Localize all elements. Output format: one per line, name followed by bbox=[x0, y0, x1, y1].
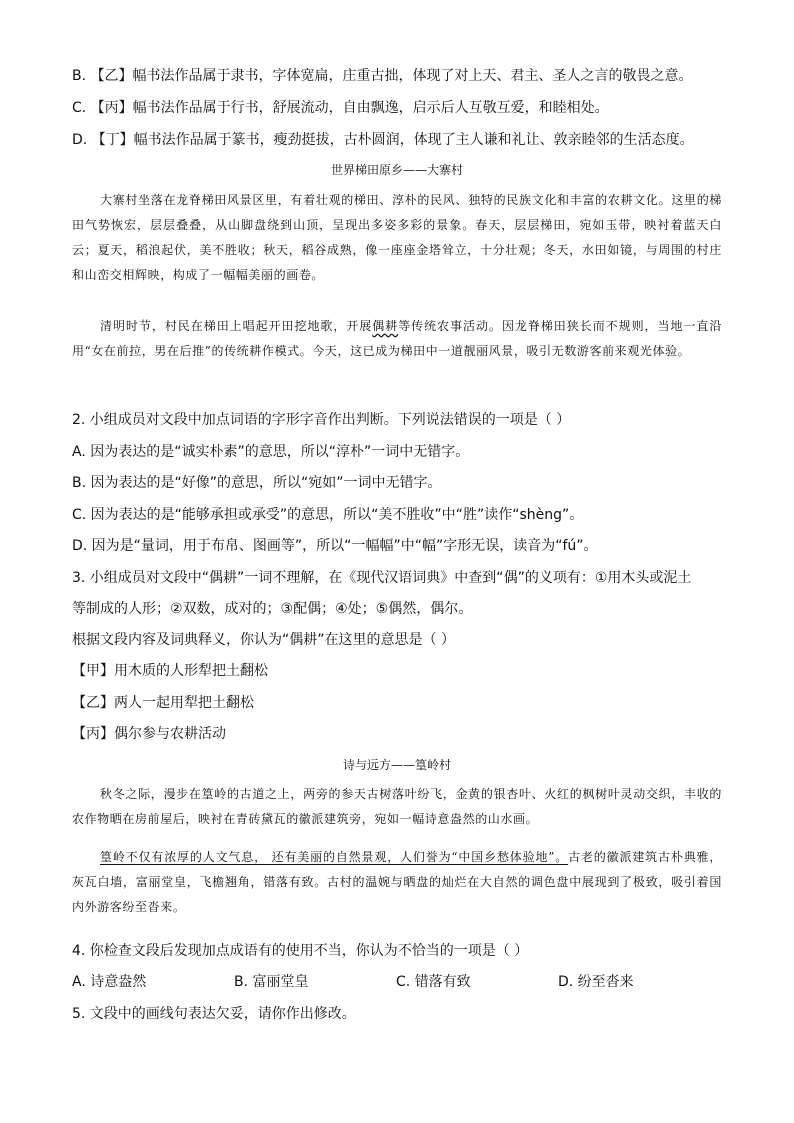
question-2-stem: 2. 小组成员对文段中加点词语的字形字音作出判断。下列说法错误的一项是（ ） bbox=[72, 412, 571, 428]
text-run: 秋冬之际，漫步在篁岭的古道之上，两旁的参天古树落叶纷飞，金黄的银杏叶、火红的枫树叶灵动交织，丰收的农作物晒在房前屋后，映衬在青砖黛瓦的徽派建筑旁，宛如一幅诗意 bbox=[72, 787, 722, 826]
text-run: 的山水画。 bbox=[475, 812, 539, 826]
passage2-paragraph1 bbox=[72, 782, 722, 832]
dotted-word-fu: 幅 bbox=[223, 268, 236, 282]
text-run: 收；秋天，稻谷成熟，像一座座金塔耸立，十分壮观；冬天，水田如镜，与周围的村庄和山峦交相辉映，构成了一 bbox=[72, 243, 722, 282]
passage2-title: 诗与远方——篁岭村 bbox=[342, 758, 451, 772]
question-4-options bbox=[72, 972, 722, 992]
dotted-word-fulitanghuang: 富丽堂皇 bbox=[135, 875, 187, 889]
text-run: 古老的徽派建筑古朴典雅，灰瓦白墙， bbox=[72, 850, 722, 889]
text-run: 的民风、独特的民族文化和丰富的农耕文化。这里的梯田气势恢宏，层层叠叠，从山脚盘绕到山顶，呈现出多姿多彩的景象。春天，层层梯田， bbox=[72, 193, 723, 232]
question-2-option-d: D. 因为是“量词，用于布帛、图画等”，所以“一幅幅”中“幅”字形无误，读音为“fú”。 bbox=[72, 538, 598, 554]
question-5-stem: 5. 文段中的画线句表达欠妥，请你作出修改。 bbox=[72, 1006, 356, 1022]
marked-word-ougeng: 偶耕 bbox=[372, 319, 399, 333]
dotted-word-wanru: 宛如 bbox=[579, 218, 606, 232]
passage2-paragraph2 bbox=[72, 845, 722, 920]
text-run: 清明时节，村民在梯田上唱起开田挖地歌，开展 bbox=[100, 319, 373, 333]
question-2-option-b: B. 因为表达的是“好像”的意思，所以“宛如”一词中无错字。 bbox=[72, 475, 442, 491]
question-3-option-jia: 【甲】用木质的人形犁把土翻松 bbox=[72, 663, 268, 679]
passage1-paragraph2 bbox=[72, 314, 722, 364]
option-c: C. 【丙】幅书法作品属于行书，舒展流动，自由飘逸，启示后人互敬互爱，和睦相处。 bbox=[72, 100, 609, 116]
passage1-title: 世界梯田原乡——大寨村 bbox=[330, 163, 463, 177]
question-2-option-c: C. 因为表达的是“能够承担或承受”的意思，所以“美不胜收”中“胜”读作“shèng”。 bbox=[72, 507, 584, 523]
text-run: 等传统农事活动。因龙脊梯田狭长而不规则，当地一直沿用“女在前拉，男在后推”的传统耕作模式。今天，这已成为梯田中一道靓丽风景，吸引无数游客前来观光体验。 bbox=[72, 319, 722, 358]
underlined-sentence: 篁岭不仅有浓厚的人文气息， 还有美丽的自然景观，人们誉为“中国乡愁体验地”。 bbox=[100, 850, 569, 864]
question-3-stem-line2: 等制成的人形；②双数，成对的；③配偶；④处；⑤偶然，偶尔。 bbox=[72, 601, 473, 617]
dotted-word-chunpu: 淳朴 bbox=[392, 193, 418, 207]
text-run: 。 bbox=[172, 900, 186, 914]
option-b: B. 【乙】幅书法作品属于隶书，字体宽扁，庄重古拙，体现了对上天、君主、圣人之言的敬畏之意。 bbox=[72, 68, 693, 84]
question-4-stem: 4. 你检查文段后发现加点成语有的使用不当，你认为不恰当的一项是（ ） bbox=[72, 943, 529, 959]
text-run: 玉带，映衬着蓝天白云；夏天，稻浪起伏，美不 bbox=[72, 218, 723, 257]
passage1-paragraph1 bbox=[72, 188, 722, 288]
text-run: 。古村的温婉与晒盘的灿烂在大自然的调色盘中展现到了极致，吸引着国内外游客 bbox=[72, 875, 722, 914]
dotted-word-angran: 盎然 bbox=[450, 812, 476, 826]
text-run: 大寨村坐落在龙脊梯田风景区里，有着壮观的梯田、 bbox=[100, 193, 392, 207]
question-3-option-bing: 【丙】偶尔参与农耕活动 bbox=[72, 726, 226, 742]
text-run: ，飞檐翘角， bbox=[186, 875, 264, 889]
question-3-stem-line1: 3. 小组成员对文段中“偶耕”一词不理解，在《现代汉语词典》中查到“偶”的义项有：①用木头或泥土 bbox=[72, 570, 692, 586]
option-d: D. 【丁】幅书法作品属于篆书，瘦劲挺拔，古朴圆润，体现了主人谦和礼让、敦亲睦邻的生活态度。 bbox=[72, 132, 694, 148]
question-3-stem-line3: 根据文段内容及词典释义，你认为“偶耕”在这里的意思是（ ） bbox=[72, 632, 455, 648]
question-2-option-a: A. 因为表达的是“诚实朴素”的意思，所以“淳朴”一词中无错字。 bbox=[72, 444, 470, 460]
question-4-option-b: B. 富丽堂皇 bbox=[234, 974, 309, 990]
dotted-word-cuoluoyouzhi: 错落有致 bbox=[263, 875, 315, 889]
question-4-option-c: C. 错落有致 bbox=[396, 974, 471, 990]
text-run: 幅美丽的画卷。 bbox=[235, 268, 325, 282]
dotted-word-sheng: 胜 bbox=[224, 243, 238, 257]
question-3-option-yi: 【乙】两人一起用犁把土翻松 bbox=[72, 695, 254, 711]
question-4-option-d: D. 纷至沓来 bbox=[558, 974, 634, 990]
dotted-word-fenzhitalai: 纷至沓来 bbox=[122, 900, 173, 914]
question-4-option-a: A. 诗意盎然 bbox=[72, 974, 147, 990]
